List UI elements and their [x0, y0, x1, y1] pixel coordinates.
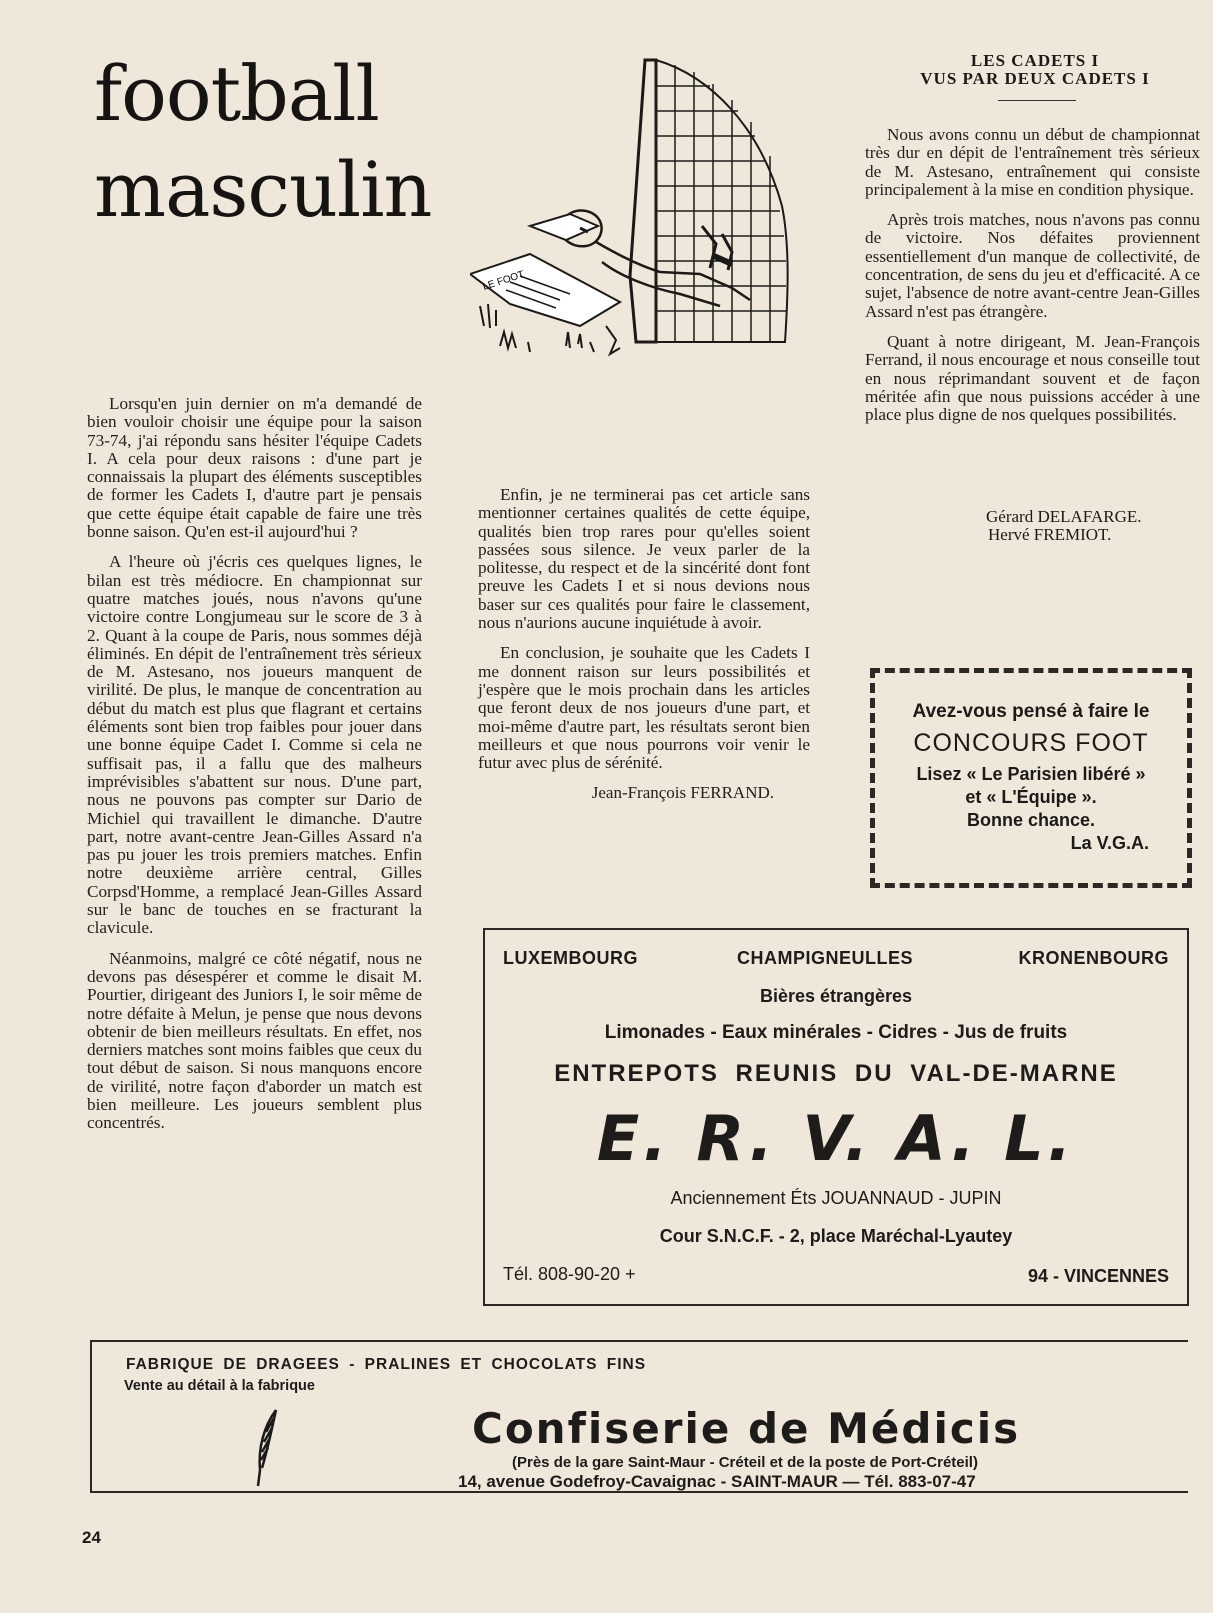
erval-logo: E. R. V. A. L. [596, 1102, 1076, 1175]
confiserie-advertisement [90, 1340, 1188, 1493]
title-line-2: masculin [94, 145, 432, 234]
concours-line-2: CONCOURS FOOT [913, 729, 1149, 757]
column-3 [865, 126, 1200, 436]
confiserie-address: 14, avenue Godefroy-Cavaignac - SAINT-MAUR — Tél. 883-07-47 [458, 1472, 976, 1491]
company-name: ENTREPOTS REUNIS DU VAL-DE-MARNE [554, 1060, 1118, 1087]
confiserie-retail: Vente au détail à la fabrique [124, 1378, 315, 1394]
column-2 [478, 486, 810, 803]
cadets-title-line-2: VUS PAR DEUX CADETS I [920, 69, 1150, 88]
title-divider [998, 100, 1076, 101]
column-3-paragraph: Quant à notre dirigeant, M. Jean-François Ferrand, il nous encourage et nous conseille tout en nous réprimandant souvent et de façon méritée afin que nous puissions accéder à une place plus digne de nos quelques possibilités. [865, 331, 1200, 425]
address-text: Cour S.N.C.F. - 2, place Maréchal-Lyautey [659, 1226, 1013, 1246]
paper-text: LE FOOT [481, 269, 526, 293]
cadets-section-title [880, 52, 1190, 88]
signature-delafarge: Gérard DELAFARGE. [986, 507, 1142, 526]
concours-line-4: et « L'Équipe ». [965, 787, 1097, 807]
column-2-signature: Jean-François FERRAND. [591, 783, 774, 803]
concours-line-6: La V.G.A. [1070, 833, 1149, 853]
goalkeeper-cartoon-icon [470, 56, 816, 370]
column-1-paragraph: Lorsqu'en juin dernier on m'a demandé de bien vouloir choisir une équipe pour la saison 73-74, j'ai répondu sans hésiter l'équipe Cadets I. A cela pour deux raisons : d'une part je connaissais la plupart des éléments susceptibles de former les Cadets I, d'autre part je pensais que cette équipe était capable de faire une très bonne saison. Qu'en est-il aujourd'hui ? [87, 394, 422, 542]
page-number: 24 [82, 1528, 101, 1547]
concours-foot-box [870, 668, 1192, 888]
brand-champigneulles: CHAMPIGNEULLES [737, 948, 914, 968]
products-text: Limonades - Eaux minérales - Cidres - Jus de fruits [604, 1022, 1068, 1043]
signature-fremiot: Hervé FREMIOT. [988, 525, 1112, 544]
column-3-signatures [950, 508, 1180, 544]
phone-text: Tél. 808-90-20 + [503, 1264, 636, 1284]
erval-advertisement [483, 928, 1189, 1306]
column-3-paragraph: Nous avons connu un début de championnat très dur en dépit de l'entraînement très sérieux de M. Astesano, entraînement qui consiste principalement à la mise en condition physique. [865, 125, 1200, 199]
confiserie-products: FABRIQUE DE DRAGEES - PRALINES ET CHOCOLATS FINS [126, 1356, 647, 1373]
page-title [94, 46, 431, 238]
column-2-paragraph: Enfin, je ne terminerai pas cet article sans mentionner certaines qualités de cette équipe, qualités bien trop rares pour qu'elles soient passées sous silence. Je veux parler de la politesse, du respect et de la sincérité dont font preuve les Cadets I et si nous devions nous baser sur ces qualités pour faire le classement, nous n'aurions aucune inquiétude à avoir. [478, 485, 810, 633]
column-3-paragraph: Après trois matches, nous n'avons pas connu de victoire. Nos défaites proviennent essentiellement d'un manque de collectivité, de concentration, de sens du jeu et d'efficacité. A ce sujet, l'absence de notre avant-centre Jean-Gilles Assard n'est pas étrangère. [865, 210, 1200, 321]
column-1 [87, 395, 422, 1145]
cadets-title-line-1: LES CADETS I [970, 51, 1100, 70]
feather-icon [254, 1408, 280, 1488]
title-line-1: football [94, 49, 379, 138]
confiserie-location: (Près de la gare Saint-Maur - Créteil et de la poste de Port-Créteil) [512, 1454, 978, 1471]
brand-kronenbourg: KRONENBOURG [1018, 948, 1169, 968]
concours-line-5: Bonne chance. [966, 810, 1096, 830]
column-1-paragraph: Néanmoins, malgré ce côté négatif, nous ne devons pas désespérer et comme le disait M. Pourtier, dirigeant des Juniors I, le soir même de notre défaite à Melun, je pense que nous devons obtenir de bien meilleurs résultats. En effet, nos derniers matches sont moins faibles que ceux du tout début de saison. Si nous manquons encore de virilité, notre façon d'aborder un match est bien meilleure. Les joueurs semblent plus concentrés. [87, 948, 422, 1133]
bieres-text: Bières étrangères [759, 986, 913, 1006]
column-1-paragraph: A l'heure où j'écris ces quelques lignes, le bilan est très médiocre. En championnat sur quatre matches joués, nous n'avons qu'une victoire contre Longjumeau sur le score de 3 à 2. Quant à la coupe de Paris, nous sommes déjà éliminés. En dépit de l'entraînement très sérieux de M. Astesano, nos joueurs manquent de virilité. De plus, le manque de concentration au début du match est plus que flagrant et certains éléments sont bien trop faibles pour jouer dans une bonne équipe Cadet I. Comme si cela ne suffisait pas, il a fallu que des malheurs imprévisibles s'abattent sur nous. D'une part, nous ne pouvons pas compter sur Dario de Michiel qui travaillent le dimanche. D'autre part, notre avant-centre Jean-Gilles Assard n'a pas pu jouer les trois premiers matches. Enfin notre deuxième arrière central, Gilles Corpsd'Homme, a remplacé Jean-Gilles Assard sur le banc de touches en se fracturant la clavicule. [87, 552, 422, 938]
concours-line-3: Lisez « Le Parisien libéré » [916, 764, 1146, 784]
formerly-text: Anciennement Éts JOUANNAUD - JUPIN [670, 1188, 1002, 1208]
column-2-paragraph: En conclusion, je souhaite que les Cadets I me donnent raison sur leurs possibilités et j'espère que le mois prochain dans les articles que feront deux de nos joueurs d'une part, et moi-même d'autre part, les résultats seront bien meilleurs et que nous pourrons voir venir le futur avec plus de sérénité. [478, 643, 810, 773]
confiserie-name: Confiserie de Médicis [472, 1404, 1021, 1453]
concours-line-1: Avez-vous pensé à faire le [912, 701, 1150, 722]
brand-luxembourg: LUXEMBOURG [503, 948, 638, 968]
city-text: 94 - VINCENNES [1027, 1266, 1169, 1286]
